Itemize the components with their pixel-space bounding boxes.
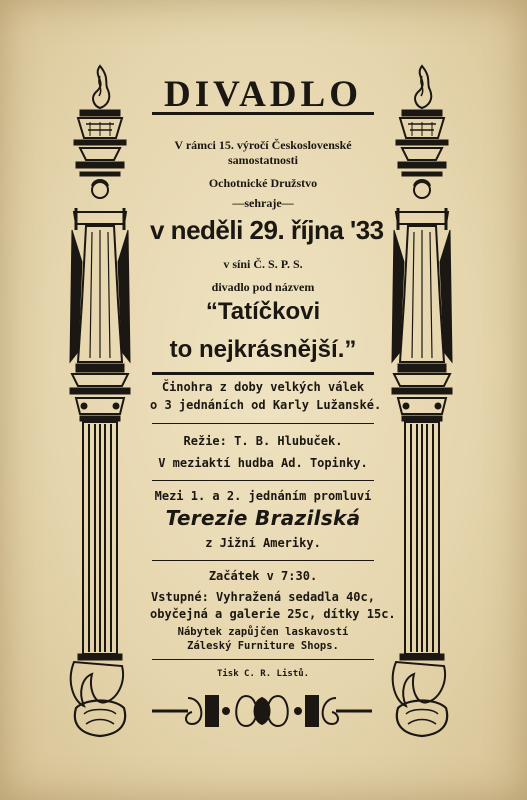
poster-title: DIVADLO [164, 74, 362, 115]
left-caryatid-column [66, 62, 134, 742]
start-time: Začátek v 7:30. [208, 569, 318, 583]
divider-1 [152, 423, 374, 424]
divider-3 [152, 560, 374, 561]
title-rule [152, 112, 374, 115]
play-title-line-2: to nejkrásnější.” [169, 336, 357, 363]
play-title-line-1: “Tatíčkovi [205, 298, 321, 325]
music-credit: V meziaktí hudba Ad. Topinky. [158, 456, 368, 470]
occasion-line-1: V rámci 15. výročí Československé [174, 138, 352, 152]
caryatid-column-right-art [388, 62, 456, 742]
divider-2 [152, 480, 374, 481]
printer-credit: Tisk C. R. Listů. [216, 669, 310, 679]
guest-origin: z Jižní Ameriky. [205, 536, 321, 550]
guest-speaker-name: Terezie Brazilská [165, 506, 361, 530]
prices-line-2: obyčejná a galerie 25c, dítky 15c. [150, 607, 396, 621]
scroll-ornament [148, 690, 376, 732]
furniture-credit-line-2: Záleský Furniture Shops. [187, 640, 339, 652]
right-caryatid-column [388, 62, 456, 742]
furniture-credit-line-1: Nábytek zapůjčen laskavostí [177, 626, 349, 638]
venue: v síni Č. S. P. S. [223, 257, 303, 271]
divider-4 [152, 659, 374, 660]
performs-line: —sehraje— [232, 196, 294, 210]
genre-line-2: o 3 jednáních od Karly Lužanské. [150, 398, 382, 412]
performance-date: v neděli 29. října '33 [150, 215, 384, 245]
genre-line-1: Činohra z doby velkých válek [161, 380, 365, 394]
speech-intro: Mezi 1. a 2. jednáním promluví [154, 489, 372, 503]
director-credit: Režie: T. B. Hlubuček. [183, 434, 343, 448]
occasion-line-2: samostatnosti [227, 153, 298, 167]
play-title-rule [152, 372, 374, 375]
prices-line-1: Vstupné: Vyhražená sedadla 40c, [151, 590, 375, 604]
caryatid-column-left-art [66, 62, 134, 742]
troupe-name: Ochotnické Družstvo [208, 176, 318, 190]
play-intro: divadlo pod názvem [211, 280, 315, 294]
